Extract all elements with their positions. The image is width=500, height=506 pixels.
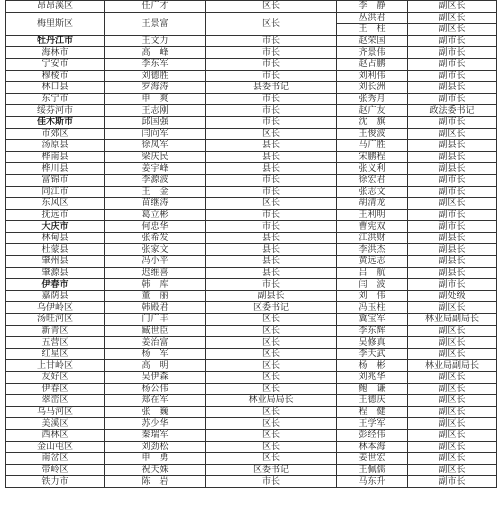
contact-name-cell: 李洪杰 xyxy=(337,244,408,256)
district-cell: 杜蒙县 xyxy=(6,244,105,256)
table-row xyxy=(6,209,497,221)
district-cell: 海林市 xyxy=(6,47,105,59)
district-cell: 西林区 xyxy=(6,429,105,441)
district-cell: 伊春区 xyxy=(6,383,105,395)
leader-name-cell: 姜宇峰 xyxy=(105,163,206,175)
leader-title-cell: 区委书记 xyxy=(206,302,337,314)
table-row xyxy=(6,116,497,128)
leader-title-cell: 区长 xyxy=(206,337,337,349)
contact-title-cell: 副市长 xyxy=(408,116,497,128)
table-row xyxy=(6,232,497,244)
contact-title-cell: 副区长 xyxy=(408,1,497,13)
contact-title-cell: 副区长 xyxy=(408,441,497,453)
district-cell: 红星区 xyxy=(6,348,105,360)
contact-name-cell: 程 健 xyxy=(337,406,408,418)
contact-title-cell: 副市长 xyxy=(408,186,497,198)
leader-name-cell: 刘德胜 xyxy=(105,70,206,82)
table-row xyxy=(6,12,497,24)
contact-name-cell: 刘长洲 xyxy=(337,82,408,94)
district-cell: 乌伊岭区 xyxy=(6,302,105,314)
contact-title-cell: 政法委书记 xyxy=(408,105,497,117)
leader-name-cell: 邱国强 xyxy=(105,116,206,128)
leader-title-cell: 区长 xyxy=(206,418,337,430)
table-row xyxy=(6,186,497,198)
leader-title-cell: 县长 xyxy=(206,256,337,268)
leader-title-cell: 区长 xyxy=(206,348,337,360)
contact-name-cell: 王利明 xyxy=(337,209,408,221)
leader-name-cell: 任广才 xyxy=(105,1,206,13)
leader-title-cell: 市长 xyxy=(206,116,337,128)
table-row xyxy=(6,47,497,59)
district-cell: 桦川县 xyxy=(6,163,105,175)
district-cell: 南岔区 xyxy=(6,453,105,465)
leader-name-cell: 葛立彬 xyxy=(105,209,206,221)
leader-title-cell: 市长 xyxy=(206,279,337,291)
leader-name-cell: 姜治富 xyxy=(105,337,206,349)
contact-title-cell: 副区长 xyxy=(408,429,497,441)
district-cell: 五营区 xyxy=(6,337,105,349)
leader-title-cell: 区长 xyxy=(206,314,337,326)
contact-title-cell: 副市长 xyxy=(408,35,497,47)
contact-title-cell: 副县长 xyxy=(408,244,497,256)
district-cell: 汤原县 xyxy=(6,140,105,152)
contact-name-cell: 张志文 xyxy=(337,186,408,198)
contact-name-cell: 刘 伟 xyxy=(337,290,408,302)
contact-name-cell: 江洪财 xyxy=(337,232,408,244)
district-cell: 上甘岭区 xyxy=(6,360,105,372)
leader-title-cell: 区长 xyxy=(206,453,337,465)
contact-name-cell: 赵占鹏 xyxy=(337,58,408,70)
district-cell: 市郊区 xyxy=(6,128,105,140)
contact-title-cell: 副区长 xyxy=(408,406,497,418)
contact-title-cell: 副市长 xyxy=(408,174,497,186)
contact-name-cell: 吕 航 xyxy=(337,267,408,279)
contact-name-cell: 鲍 谦 xyxy=(337,383,408,395)
contact-title-cell: 副区长 xyxy=(408,464,497,476)
district-cell: 美溪区 xyxy=(6,418,105,430)
contact-name-cell: 王 柱 xyxy=(337,24,408,36)
table-row xyxy=(6,337,497,349)
district-cell: 富锦市 xyxy=(6,174,105,186)
leader-name-cell: 张 巍 xyxy=(105,406,206,418)
leader-name-cell: 吴伊森 xyxy=(105,372,206,384)
leader-title-cell: 区长 xyxy=(206,441,337,453)
table-row xyxy=(6,105,497,117)
leader-title-cell: 市长 xyxy=(206,70,337,82)
contact-title-cell: 副市长 xyxy=(408,279,497,291)
district-cell: 林口县 xyxy=(6,82,105,94)
leader-title-cell: 区长 xyxy=(206,406,337,418)
contact-name-cell: 杨 彬 xyxy=(337,360,408,372)
table-row xyxy=(6,418,497,430)
district-cell: 同江市 xyxy=(6,186,105,198)
leader-name-cell: 申 爽 xyxy=(105,93,206,105)
district-cell: 绥芬河市 xyxy=(6,105,105,117)
leader-title-cell: 区长 xyxy=(206,128,337,140)
district-cell: 昂昂溪区 xyxy=(6,1,105,13)
leader-title-cell: 区长 xyxy=(206,1,337,13)
leader-name-cell: 高 峰 xyxy=(105,47,206,59)
leader-title-cell: 区长 xyxy=(206,12,337,35)
contact-name-cell: 王学军 xyxy=(337,418,408,430)
leader-title-cell: 市长 xyxy=(206,58,337,70)
leader-name-cell: 韩 库 xyxy=(105,279,206,291)
leader-title-cell: 县长 xyxy=(206,151,337,163)
contact-name-cell: 王佩儒 xyxy=(337,464,408,476)
official-roster-table xyxy=(5,0,497,488)
leader-name-cell: 冯小平 xyxy=(105,256,206,268)
table-row xyxy=(6,221,497,233)
leader-title-cell: 县委书记 xyxy=(206,82,337,94)
leader-title-cell: 市长 xyxy=(206,105,337,117)
table-row xyxy=(6,429,497,441)
contact-name-cell: 王德庆 xyxy=(337,395,408,407)
district-cell: 东宁市 xyxy=(6,93,105,105)
contact-title-cell: 副区长 xyxy=(408,383,497,395)
leader-name-cell: 王 金 xyxy=(105,186,206,198)
table-row xyxy=(6,82,497,94)
leader-name-cell: 刘劲松 xyxy=(105,441,206,453)
district-cell: 梅里斯区 xyxy=(6,12,105,35)
contact-title-cell: 副区长 xyxy=(408,302,497,314)
leader-name-cell: 李东军 xyxy=(105,58,206,70)
leader-title-cell: 区委书记 xyxy=(206,464,337,476)
leader-name-cell: 王景富 xyxy=(105,12,206,35)
contact-title-cell: 副县长 xyxy=(408,151,497,163)
district-cell: 嘉荫县 xyxy=(6,290,105,302)
district-cell: 宁安市 xyxy=(6,58,105,70)
leader-name-cell: 董 丽 xyxy=(105,290,206,302)
leader-title-cell: 区长 xyxy=(206,383,337,395)
contact-title-cell: 副县长 xyxy=(408,140,497,152)
table-row xyxy=(6,256,497,268)
table-row xyxy=(6,279,497,291)
contact-name-cell: 齐景伟 xyxy=(337,47,408,59)
table-row xyxy=(6,244,497,256)
contact-name-cell: 冀宝军 xyxy=(337,314,408,326)
contact-title-cell: 副县长 xyxy=(408,267,497,279)
contact-name-cell: 刘利伟 xyxy=(337,70,408,82)
contact-name-cell: 王俊波 xyxy=(337,128,408,140)
contact-title-cell: 副区长 xyxy=(408,372,497,384)
contact-name-cell: 赵荣国 xyxy=(337,35,408,47)
contact-name-cell: 吴修真 xyxy=(337,337,408,349)
table-row xyxy=(6,302,497,314)
table-row xyxy=(6,151,497,163)
contact-name-cell: 宋鹏程 xyxy=(337,151,408,163)
contact-name-cell: 赵广友 xyxy=(337,105,408,117)
contact-name-cell: 沈 旗 xyxy=(337,116,408,128)
district-cell: 乌马河区 xyxy=(6,406,105,418)
table-row xyxy=(6,163,497,175)
table-row xyxy=(6,290,497,302)
table-row xyxy=(6,174,497,186)
contact-name-cell: 李东辉 xyxy=(337,325,408,337)
contact-name-cell: 曹宪双 xyxy=(337,221,408,233)
leader-name-cell: 王志刚 xyxy=(105,105,206,117)
district-cell: 东风区 xyxy=(6,198,105,210)
district-cell: 铁力市 xyxy=(6,476,105,488)
contact-title-cell: 副区长 xyxy=(408,337,497,349)
district-cell: 抚远市 xyxy=(6,209,105,221)
contact-title-cell: 副县长 xyxy=(408,256,497,268)
leader-title-cell: 县长 xyxy=(206,163,337,175)
roster-table-body xyxy=(6,1,497,488)
district-cell: 汤旺河区 xyxy=(6,314,105,326)
district-cell: 桦南县 xyxy=(6,151,105,163)
contact-title-cell: 副市长 xyxy=(408,47,497,59)
contact-title-cell: 副县长 xyxy=(408,82,497,94)
table-row xyxy=(6,395,497,407)
contact-title-cell: 副处级 xyxy=(408,290,497,302)
table-row xyxy=(6,348,497,360)
leader-title-cell: 县长 xyxy=(206,232,337,244)
contact-name-cell: 闫 波 xyxy=(337,279,408,291)
leader-title-cell: 县长 xyxy=(206,140,337,152)
leader-title-cell: 市长 xyxy=(206,47,337,59)
leader-title-cell: 副县长 xyxy=(206,290,337,302)
leader-title-cell: 区长 xyxy=(206,360,337,372)
table-row xyxy=(6,198,497,210)
table-row xyxy=(6,314,497,326)
leader-name-cell: 何忠华 xyxy=(105,221,206,233)
leader-title-cell: 市长 xyxy=(206,209,337,221)
leader-title-cell: 市长 xyxy=(206,186,337,198)
leader-title-cell: 市长 xyxy=(206,221,337,233)
contact-title-cell: 副区长 xyxy=(408,325,497,337)
contact-title-cell: 林业局副局长 xyxy=(408,360,497,372)
leader-name-cell: 苏少华 xyxy=(105,418,206,430)
leader-title-cell: 区长 xyxy=(206,429,337,441)
contact-name-cell: 李天武 xyxy=(337,348,408,360)
leader-title-cell: 林业局局长 xyxy=(206,395,337,407)
table-row xyxy=(6,128,497,140)
contact-name-cell: 胡清龙 xyxy=(337,198,408,210)
leader-name-cell: 罗海涛 xyxy=(105,82,206,94)
leader-name-cell: 高 明 xyxy=(105,360,206,372)
contact-title-cell: 副区长 xyxy=(408,12,497,24)
leader-name-cell: 王文力 xyxy=(105,35,206,47)
table-row xyxy=(6,406,497,418)
contact-title-cell: 副区长 xyxy=(408,348,497,360)
contact-title-cell: 林业局副局长 xyxy=(408,314,497,326)
district-cell: 伊春市 xyxy=(6,279,105,291)
district-cell: 林甸县 xyxy=(6,232,105,244)
leader-name-cell: 杨 军 xyxy=(105,348,206,360)
leader-name-cell: 臧世臣 xyxy=(105,325,206,337)
contact-name-cell: 彭经伟 xyxy=(337,429,408,441)
contact-name-cell: 张秀月 xyxy=(337,93,408,105)
table-row xyxy=(6,441,497,453)
leader-name-cell: 秦瑞军 xyxy=(105,429,206,441)
district-cell: 肇源县 xyxy=(6,267,105,279)
district-cell: 肇州县 xyxy=(6,256,105,268)
leader-title-cell: 区长 xyxy=(206,198,337,210)
leader-name-cell: 郑在军 xyxy=(105,395,206,407)
contact-name-cell: 马东升 xyxy=(337,476,408,488)
leader-name-cell: 张希发 xyxy=(105,232,206,244)
table-row xyxy=(6,58,497,70)
leader-title-cell: 区长 xyxy=(206,372,337,384)
leader-name-cell: 韩殿君 xyxy=(105,302,206,314)
district-cell: 牡丹江市 xyxy=(6,35,105,47)
leader-name-cell: 徐凤军 xyxy=(105,140,206,152)
district-cell: 金山屯区 xyxy=(6,441,105,453)
leader-name-cell: 李源波 xyxy=(105,174,206,186)
table-row xyxy=(6,325,497,337)
contact-title-cell: 副县长 xyxy=(408,163,497,175)
leader-title-cell: 区长 xyxy=(206,325,337,337)
leader-title-cell: 市长 xyxy=(206,476,337,488)
contact-title-cell: 副市长 xyxy=(408,58,497,70)
contact-title-cell: 副市长 xyxy=(408,209,497,221)
district-cell: 穆棱市 xyxy=(6,70,105,82)
contact-title-cell: 副市长 xyxy=(408,70,497,82)
table-row xyxy=(6,140,497,152)
contact-title-cell: 副市长 xyxy=(408,476,497,488)
district-cell: 友好区 xyxy=(6,372,105,384)
contact-title-cell: 副县长 xyxy=(408,232,497,244)
district-cell: 大庆市 xyxy=(6,221,105,233)
district-cell: 新青区 xyxy=(6,325,105,337)
contact-name-cell: 马广胜 xyxy=(337,140,408,152)
leader-title-cell: 县长 xyxy=(206,267,337,279)
leader-title-cell: 市长 xyxy=(206,35,337,47)
leader-name-cell: 门广丰 xyxy=(105,314,206,326)
leader-title-cell: 县长 xyxy=(206,244,337,256)
table-row xyxy=(6,453,497,465)
leader-name-cell: 申 勇 xyxy=(105,453,206,465)
leader-name-cell: 梁庆民 xyxy=(105,151,206,163)
contact-title-cell: 副市长 xyxy=(408,93,497,105)
contact-name-cell: 林本海 xyxy=(337,441,408,453)
contact-title-cell: 副区长 xyxy=(408,198,497,210)
table-row xyxy=(6,35,497,47)
leader-title-cell: 市长 xyxy=(206,93,337,105)
contact-title-cell: 副区长 xyxy=(408,128,497,140)
contact-name-cell: 姜世宏 xyxy=(337,453,408,465)
contact-name-cell: 冯玉柱 xyxy=(337,302,408,314)
leader-name-cell: 杨公伟 xyxy=(105,383,206,395)
table-row xyxy=(6,1,497,13)
table-row xyxy=(6,70,497,82)
leader-name-cell: 闫向军 xyxy=(105,128,206,140)
contact-title-cell: 副市长 xyxy=(408,221,497,233)
district-cell: 佳木斯市 xyxy=(6,116,105,128)
leader-name-cell: 苗继涛 xyxy=(105,198,206,210)
contact-title-cell: 副区长 xyxy=(408,453,497,465)
table-row xyxy=(6,383,497,395)
leader-name-cell: 陈 岩 xyxy=(105,476,206,488)
table-row xyxy=(6,464,497,476)
district-cell: 带岭区 xyxy=(6,464,105,476)
contact-title-cell: 副区长 xyxy=(408,418,497,430)
table-row xyxy=(6,372,497,384)
leader-name-cell: 祝天姝 xyxy=(105,464,206,476)
leader-name-cell: 迟维喜 xyxy=(105,267,206,279)
table-row xyxy=(6,476,497,488)
contact-name-cell: 张义利 xyxy=(337,163,408,175)
table-row xyxy=(6,360,497,372)
contact-name-cell: 徐宏君 xyxy=(337,174,408,186)
table-row xyxy=(6,93,497,105)
leader-name-cell: 张家文 xyxy=(105,244,206,256)
table-row xyxy=(6,267,497,279)
leader-title-cell: 市长 xyxy=(206,174,337,186)
district-cell: 翠峦区 xyxy=(6,395,105,407)
contact-title-cell: 副区长 xyxy=(408,395,497,407)
contact-title-cell: 副区长 xyxy=(408,24,497,36)
contact-name-cell: 黄远志 xyxy=(337,256,408,268)
contact-name-cell: 李 静 xyxy=(337,1,408,13)
contact-name-cell: 刘兆华 xyxy=(337,372,408,384)
contact-name-cell: 丛洪君 xyxy=(337,12,408,24)
